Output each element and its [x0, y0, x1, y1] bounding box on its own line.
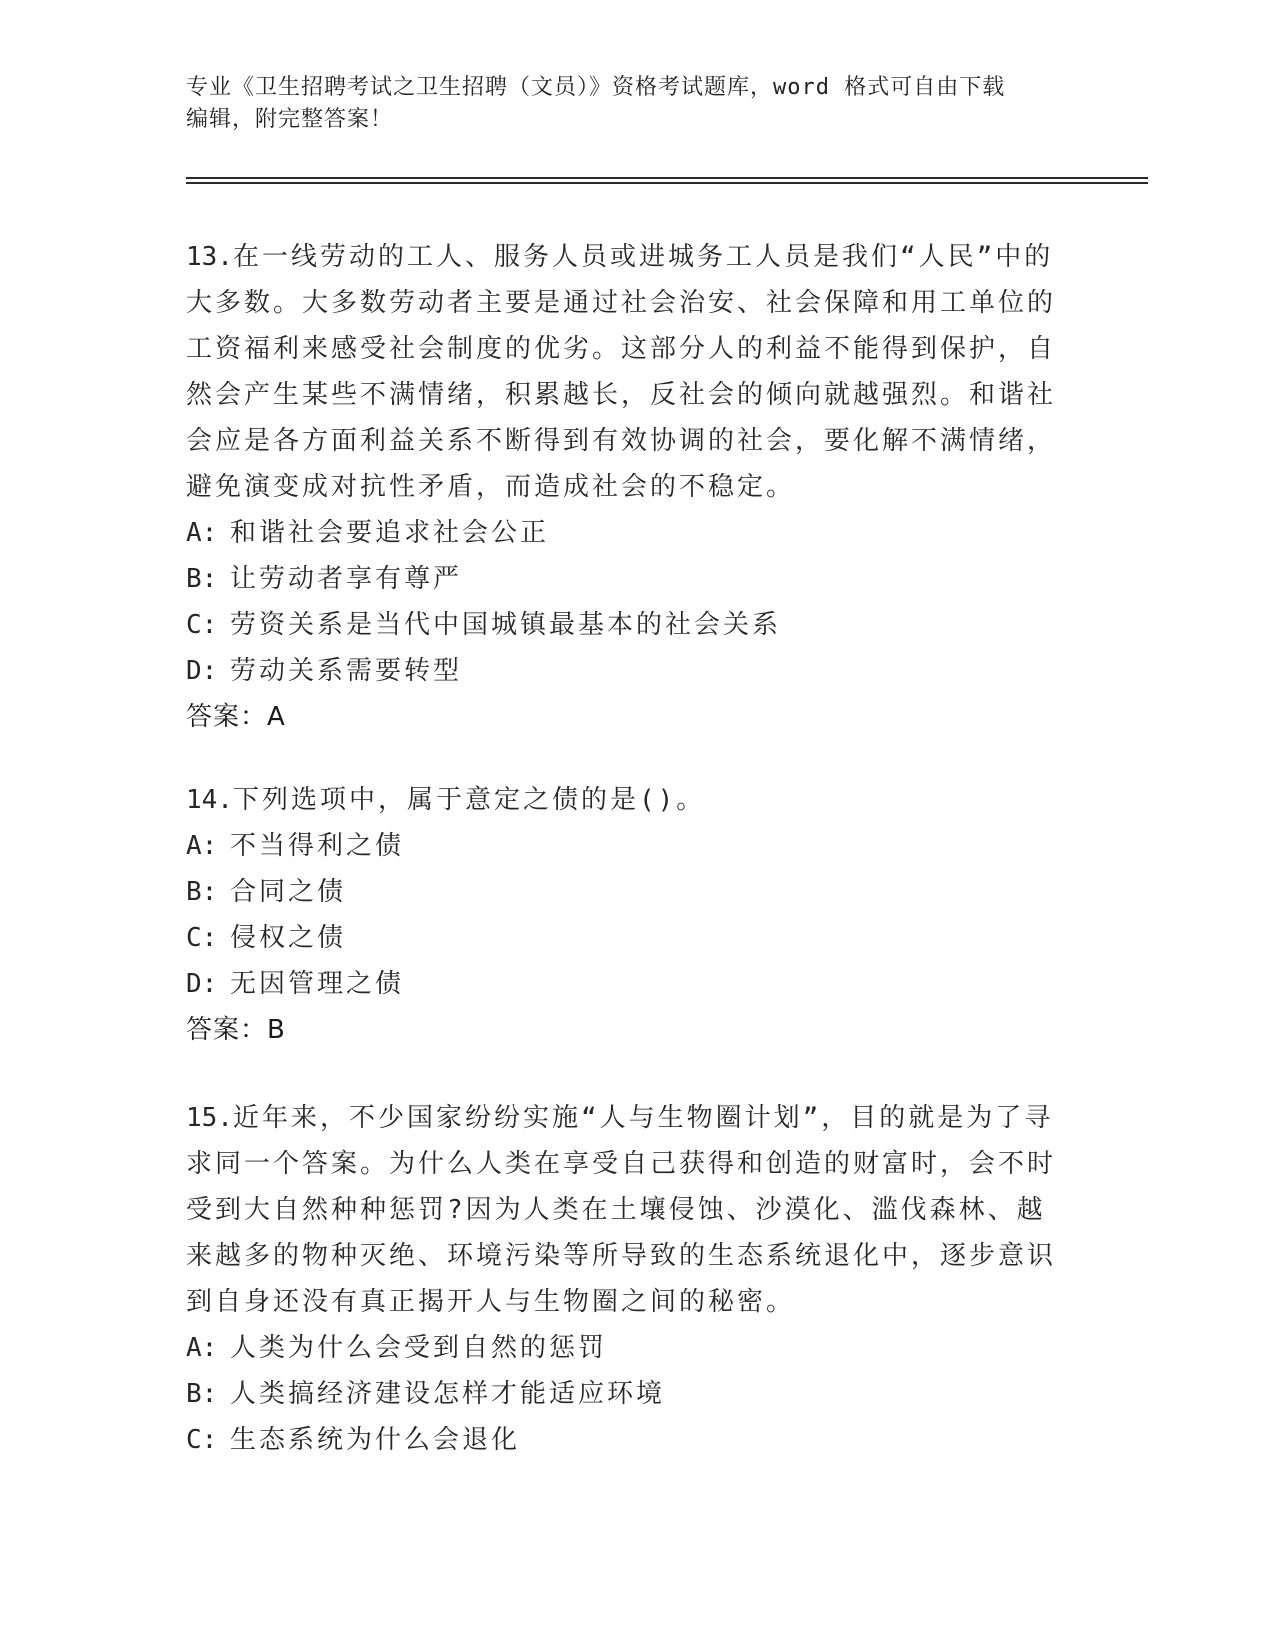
- option-key: D:: [186, 969, 218, 999]
- option-text: 和谐社会要追求社会公正: [230, 518, 550, 548]
- question-stem: [186, 777, 1066, 823]
- option-text: 不当得利之债: [230, 831, 405, 861]
- option-text: 生态系统为什么会退化: [230, 1425, 521, 1455]
- option-c: [186, 915, 1066, 961]
- option-key: C:: [186, 1425, 218, 1455]
- header-divider-top: [186, 177, 1148, 179]
- option-a: [186, 1325, 1066, 1371]
- question-number: 13.: [186, 242, 233, 272]
- option-text: 侵权之债: [230, 923, 347, 953]
- answer-label: 答案：: [186, 1015, 268, 1045]
- question-text: 近年来，不少国家纷纷实施“人与生物圈计划”，目的就是为了寻求同一个答案。为什么人类在享受自己获得和创造的财富时，会不时受到大自然种种惩罚?因为人类在土壤侵蚀、沙漠化、滥伐森林、越来越多的物种灭绝、环境污染等所导致的生态系统退化中，逐步意识到自身还没有真正揭开人与生物圈之间的秘密。: [186, 1103, 1057, 1317]
- option-key: A:: [186, 518, 218, 548]
- option-a: [186, 510, 1066, 556]
- question-stem: [186, 234, 1066, 510]
- option-key: C:: [186, 923, 218, 953]
- answer-line: [186, 1007, 1066, 1053]
- option-b: [186, 556, 1066, 602]
- option-text: 劳动关系需要转型: [230, 656, 463, 686]
- option-c: [186, 1417, 1066, 1463]
- header-line-2: 编辑，附完整答案！: [186, 107, 394, 132]
- option-c: [186, 602, 1066, 648]
- question-text: 下列选项中，属于意定之债的是()。: [232, 785, 706, 815]
- option-text: 人类为什么会受到自然的惩罚: [230, 1333, 608, 1363]
- answer-line: [186, 694, 1066, 740]
- option-key: C:: [186, 610, 218, 640]
- option-key: A:: [186, 831, 218, 861]
- option-d: [186, 961, 1066, 1007]
- option-key: D:: [186, 656, 218, 686]
- option-key: B:: [186, 1379, 218, 1409]
- answer-value: B: [267, 1015, 286, 1045]
- question-text: 在一线劳动的工人、服务人员或进城务工人员是我们“人民”中的大多数。大多数劳动者主要是通过社会治安、社会保障和用工单位的工资福利来感受社会制度的优劣。这部分人的利益不能得到保护，自然会产生某些不满情绪，积累越长，反社会的倾向就越强烈。和谐社会应是各方面利益关系不断得到有效协调的社会，要化解不满情绪，避免演变成对抗性矛盾，而造成社会的不稳定。: [186, 242, 1057, 502]
- option-key: B:: [186, 564, 218, 594]
- question-13: [186, 234, 1066, 740]
- option-text: 劳资关系是当代中国城镇最基本的社会关系: [230, 610, 782, 640]
- question-stem: [186, 1095, 1066, 1325]
- option-text: 合同之债: [230, 877, 347, 907]
- option-a: [186, 823, 1066, 869]
- question-15: [186, 1095, 1066, 1463]
- document-header: [186, 72, 1086, 136]
- option-b: [186, 869, 1066, 915]
- option-text: 无因管理之债: [230, 969, 405, 999]
- answer-label: 答案：: [186, 702, 268, 732]
- option-key: B:: [186, 877, 218, 907]
- option-key: A:: [186, 1333, 218, 1363]
- option-b: [186, 1371, 1066, 1417]
- option-d: [186, 648, 1066, 694]
- question-number: 15.: [186, 1103, 233, 1133]
- header-line-1: 专业《卫生招聘考试之卫生招聘（文员）》资格考试题库，word 格式可自由下载: [186, 75, 1006, 100]
- question-number: 14.: [186, 785, 233, 815]
- option-text: 人类搞经济建设怎样才能适应环境: [230, 1379, 666, 1409]
- option-text: 让劳动者享有尊严: [230, 564, 463, 594]
- question-14: [186, 777, 1066, 1053]
- header-divider-bottom: [186, 182, 1148, 184]
- answer-value: A: [267, 702, 286, 732]
